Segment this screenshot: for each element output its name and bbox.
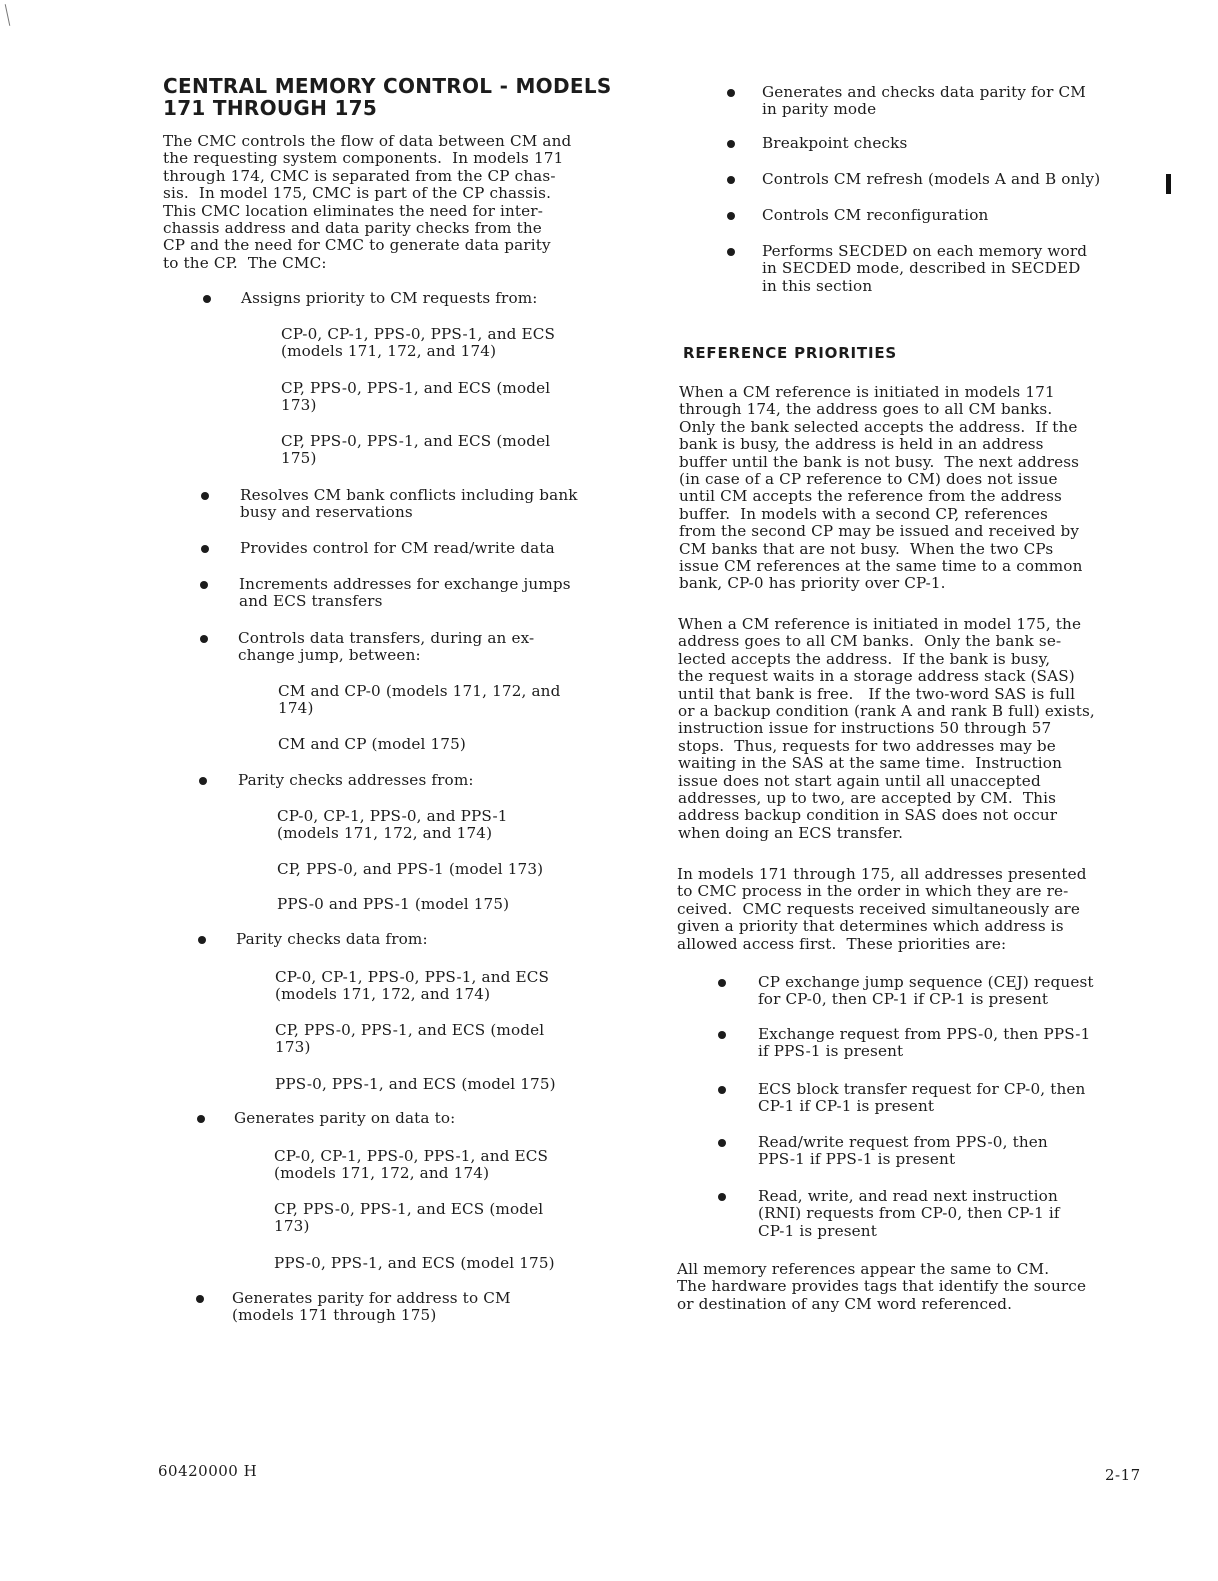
page-number: 2-17 <box>1105 1466 1141 1484</box>
change-bar <box>1166 174 1171 194</box>
sub-item: CP, PPS-0, PPS-1, and ECS (model 173) <box>275 1021 545 1057</box>
section-subheading: REFERENCE PRIORITIES <box>683 344 897 362</box>
bullet-icon <box>727 89 735 97</box>
list-item-text: Breakpoint checks <box>762 134 908 152</box>
sub-item: CM and CP-0 (models 171, 172, and 174) <box>278 682 561 718</box>
bullet-icon <box>718 979 726 987</box>
bullet-icon <box>727 140 735 148</box>
bullet-icon <box>199 777 207 785</box>
list-item-text: Resolves CM bank conflicts including bank busy and reservations <box>240 486 578 522</box>
list-item-text: Assigns priority to CM requests from: <box>241 289 538 307</box>
list-item-text: Generates parity for address to CM (models 171 through 175) <box>232 1289 511 1325</box>
paragraph: When a CM reference is initiated in model 175, the address goes to all CM banks. Only the bank se- lected accepts the address. If the bank is busy, the request waits in a storage address stack (SAS) until that bank is free. If the two-word SAS is full or a backup condition (rank A and rank B full) exists, instruction issue for instructions 50 through 57 stops. Thus, requests for two addresses may be waiting in the SAS at the same time. Instruction issue does not start again until all unaccepted addresses, up to two, are accepted by CM. This address backup condition in SAS does not occur when doing an ECS transfer. <box>678 615 1095 842</box>
bullet-icon <box>718 1193 726 1201</box>
list-item-text: Parity checks addresses from: <box>238 771 474 789</box>
sub-item: CP-0, CP-1, PPS-0, PPS-1, and ECS (models 171, 172, and 174) <box>275 968 550 1004</box>
bullet-icon <box>727 248 735 256</box>
bullet-icon <box>718 1086 726 1094</box>
list-item-text: Controls CM refresh (models A and B only) <box>762 170 1101 188</box>
bullet-icon <box>200 635 208 643</box>
bullet-icon <box>718 1139 726 1147</box>
sub-item: CP-0, CP-1, PPS-0, and PPS-1 (models 171, 172, and 174) <box>277 807 508 843</box>
list-item-text: Exchange request from PPS-0, then PPS-1 if PPS-1 is present <box>758 1025 1091 1061</box>
bullet-icon <box>201 492 209 500</box>
bullet-icon <box>200 581 208 589</box>
sub-item: PPS-0 and PPS-1 (model 175) <box>277 895 510 913</box>
list-item-text: Provides control for CM read/write data <box>240 539 555 557</box>
sub-item: CM and CP (model 175) <box>278 735 466 753</box>
scan-mark <box>5 4 11 26</box>
list-item-text: Controls CM reconfiguration <box>762 206 989 224</box>
sub-item: CP, PPS-0, PPS-1, and ECS (model 175) <box>281 432 551 468</box>
bullet-icon <box>203 295 211 303</box>
bullet-icon <box>197 1115 205 1123</box>
sub-item: CP-0, CP-1, PPS-0, PPS-1, and ECS (models 171, 172, and 174) <box>281 325 556 361</box>
list-item-text: Read/write request from PPS-0, then PPS-1 if PPS-1 is present <box>758 1133 1048 1169</box>
bullet-icon <box>727 212 735 220</box>
list-item-text: Controls data transfers, during an ex- change jump, between: <box>238 629 535 665</box>
list-item-text: Read, write, and read next instruction (RNI) requests from CP-0, then CP-1 if CP-1 is present <box>758 1187 1060 1240</box>
sub-item: CP, PPS-0, PPS-1, and ECS (model 173) <box>274 1200 544 1236</box>
bullet-icon <box>201 545 209 553</box>
list-item-text: Generates and checks data parity for CM in parity mode <box>762 83 1086 119</box>
sub-item: CP, PPS-0, PPS-1, and ECS (model 173) <box>281 379 551 415</box>
bullet-icon <box>718 1031 726 1039</box>
sub-item: CP, PPS-0, and PPS-1 (model 173) <box>277 860 544 878</box>
list-item-text: CP exchange jump sequence (CEJ) request for CP-0, then CP-1 if CP-1 is present <box>758 973 1094 1009</box>
paragraph: In models 171 through 175, all addresses presented to CMC process in the order in which they are re- ceived. CMC requests received simultaneously are given a priority that determines which address is allowed access first. These priorities are: <box>677 865 1087 953</box>
list-item-text: Increments addresses for exchange jumps and ECS transfers <box>239 575 571 611</box>
list-item-text: Parity checks data from: <box>236 930 428 948</box>
list-item-text: ECS block transfer request for CP-0, then CP-1 if CP-1 is present <box>758 1080 1086 1116</box>
sub-item: PPS-0, PPS-1, and ECS (model 175) <box>275 1075 556 1093</box>
paragraph: All memory references appear the same to CM. The hardware provides tags that identify the source or destination of any CM word referenced. <box>677 1260 1087 1313</box>
bullet-icon <box>727 176 735 184</box>
intro-paragraph: The CMC controls the flow of data between CM and the requesting system components. In models 171 through 174, CMC is separated from the CP chas- sis. In model 175, CMC is part of the CP chassis. This CMC location eliminates the need for inter- chassis address and data parity checks from the CP and the need for CMC to generate data parity to the CP. The CMC: <box>163 132 572 272</box>
bullet-icon <box>198 936 206 944</box>
section-title: CENTRAL MEMORY CONTROL - MODELS 171 THROUGH 175 <box>163 74 612 120</box>
bullet-icon <box>196 1295 204 1303</box>
sub-item: CP-0, CP-1, PPS-0, PPS-1, and ECS (models 171, 172, and 174) <box>274 1147 549 1183</box>
paragraph: When a CM reference is initiated in models 171 through 174, the address goes to all CM banks. Only the bank selected accepts the address. If the bank is busy, the address is held in an address buffer until the bank is not busy. The next address (in case of a CP reference to CM) does not issue until CM accepts the reference from the address buffer. In models with a second CP, references from the second CP may be issued and received by CM banks that are not busy. When the two CPs issue CM references at the same time to a common bank, CP-0 has priority over CP-1. <box>679 383 1083 593</box>
document-number: 60420000 H <box>158 1462 258 1480</box>
list-item-text: Performs SECDED on each memory word in SECDED mode, described in SECDED in this section <box>762 242 1088 295</box>
sub-item: PPS-0, PPS-1, and ECS (model 175) <box>274 1254 555 1272</box>
list-item-text: Generates parity on data to: <box>234 1109 456 1127</box>
